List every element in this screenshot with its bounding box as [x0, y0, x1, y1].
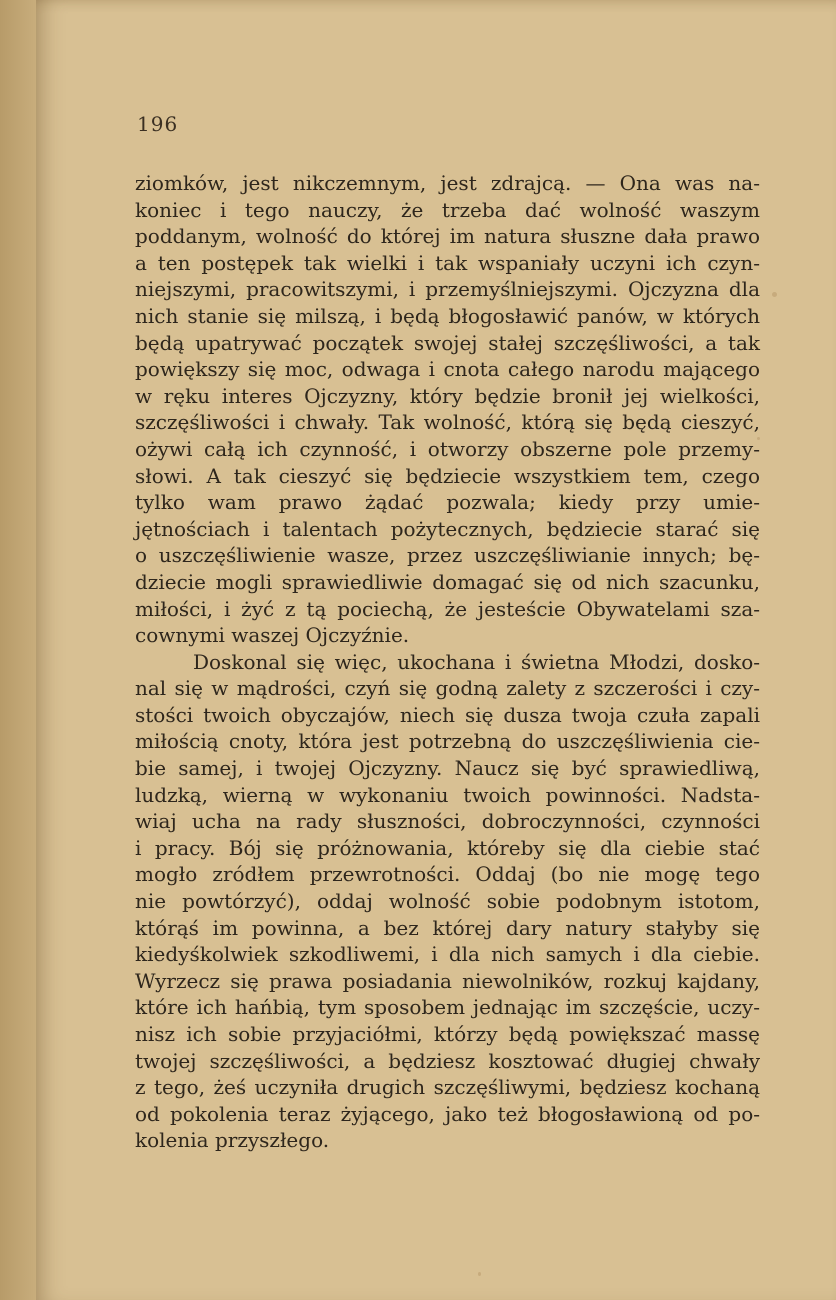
text-line: mogło zródłem przewrotności. Oddaj (bo nie mogę tego — [135, 862, 760, 887]
page-gutter — [0, 0, 36, 1300]
text-line: ziomków, jest nikczemnym, jest zdrajcą. — Ona was na- — [135, 171, 760, 195]
text-line: ożywi całą ich czynność, i otworzy obszerne pole przemy- — [135, 436, 760, 461]
text-line: od pokolenia teraz żyjącego, jako też błogosławioną od po- — [135, 1101, 760, 1126]
text-line: nal się w mądrości, czyń się godną zalety z szczerości i czy- — [135, 676, 760, 701]
paper-stain — [478, 1272, 481, 1276]
text-line: jętnościach i talentach pożytecznych, będziecie starać się — [135, 516, 760, 541]
text-line: Doskonal się więc, ukochana i świetna Młodzi, dosko- — [193, 649, 760, 674]
text-line: z tego, żeś uczyniła drugich szczęśliwymi, będziesz kochaną — [135, 1075, 760, 1100]
text-line: które ich hańbią, tym sposobem jednając im szczęście, uczy- — [135, 995, 760, 1020]
text-line: a ten postępek tak wielki i tak wspaniały uczyni ich czyn- — [135, 250, 760, 275]
text-line: stości twoich obyczajów, niech się dusza twoja czuła zapali — [135, 702, 760, 727]
text-line: nich stanie się milszą, i będą błogosławić panów, w których — [135, 303, 760, 328]
text-line: Wyrzecz się prawa posiadania niewolników, rozkuj kajdany, — [135, 968, 760, 993]
text-line: wiaj ucha na rady słuszności, dobroczynności, czynności — [135, 809, 760, 834]
text-line: kiedyśkolwiek szkodliwemi, i dla nich samych i dla ciebie. — [135, 942, 760, 967]
text-line: nie powtórzyć), oddaj wolność sobie podobnym istotom, — [135, 889, 760, 914]
text-line: cownymi waszej Ojczyźnie. — [135, 623, 410, 648]
text-line: kolenia przyszłego. — [135, 1128, 330, 1153]
text-line: będą upatrywać początek swojej stałej szczęśliwości, a tak — [135, 330, 760, 355]
text-line: i pracy. Bój się próżnowania, któreby się dla ciebie stać — [135, 835, 760, 860]
text-line: ludzką, wierną w wykonaniu twoich powinności. Nadsta- — [135, 782, 760, 807]
text-line: tylko wam prawo żądać pozwala; kiedy przy umie- — [135, 490, 760, 515]
paper-stain — [772, 292, 777, 297]
text-line: miłością cnoty, która jest potrzebną do uszczęśliwienia cie- — [135, 729, 760, 754]
page-number: 196 — [137, 112, 179, 136]
text-line: nisz ich sobie przyjaciółmi, którzy będą powiększać massę — [135, 1022, 760, 1046]
body-text — [135, 170, 760, 1154]
text-line: niejszymi, pracowitszymi, i przemyślniejszymi. Ojczyzna dla — [135, 277, 760, 302]
text-line: koniec i tego nauczy, że trzeba dać wolność waszym — [135, 197, 760, 222]
text-line: słowi. A tak cieszyć się będziecie wszystkiem tem, czego — [135, 463, 760, 488]
text-line: bie samej, i twojej Ojczyzny. Naucz się być sprawiedliwą, — [135, 756, 760, 781]
text-line: którąś im powinna, a bez której dary natury stałyby się — [135, 915, 760, 940]
text-line: o uszczęśliwienie wasze, przez uszczęśliwianie innych; bę- — [135, 543, 760, 568]
text-line: w ręku interes Ojczyzny, który będzie bronił jej wielkości, — [135, 383, 760, 408]
text-line: miłości, i żyć z tą pociechą, że jesteście Obywatelami sza- — [135, 596, 760, 621]
text-line: szczęśliwości i chwały. Tak wolność, którą się będą cieszyć, — [135, 410, 760, 435]
text-line: twojej szczęśliwości, a będziesz kosztować długiej chwały — [135, 1048, 760, 1073]
text-line: powiększy się moc, odwaga i cnota całego narodu mającego — [135, 357, 760, 382]
text-line: dziecie mogli sprawiedliwie domagać się od nich szacunku, — [135, 569, 760, 594]
text-line: poddanym, wolność do której im natura słuszne dała prawo — [135, 224, 760, 249]
